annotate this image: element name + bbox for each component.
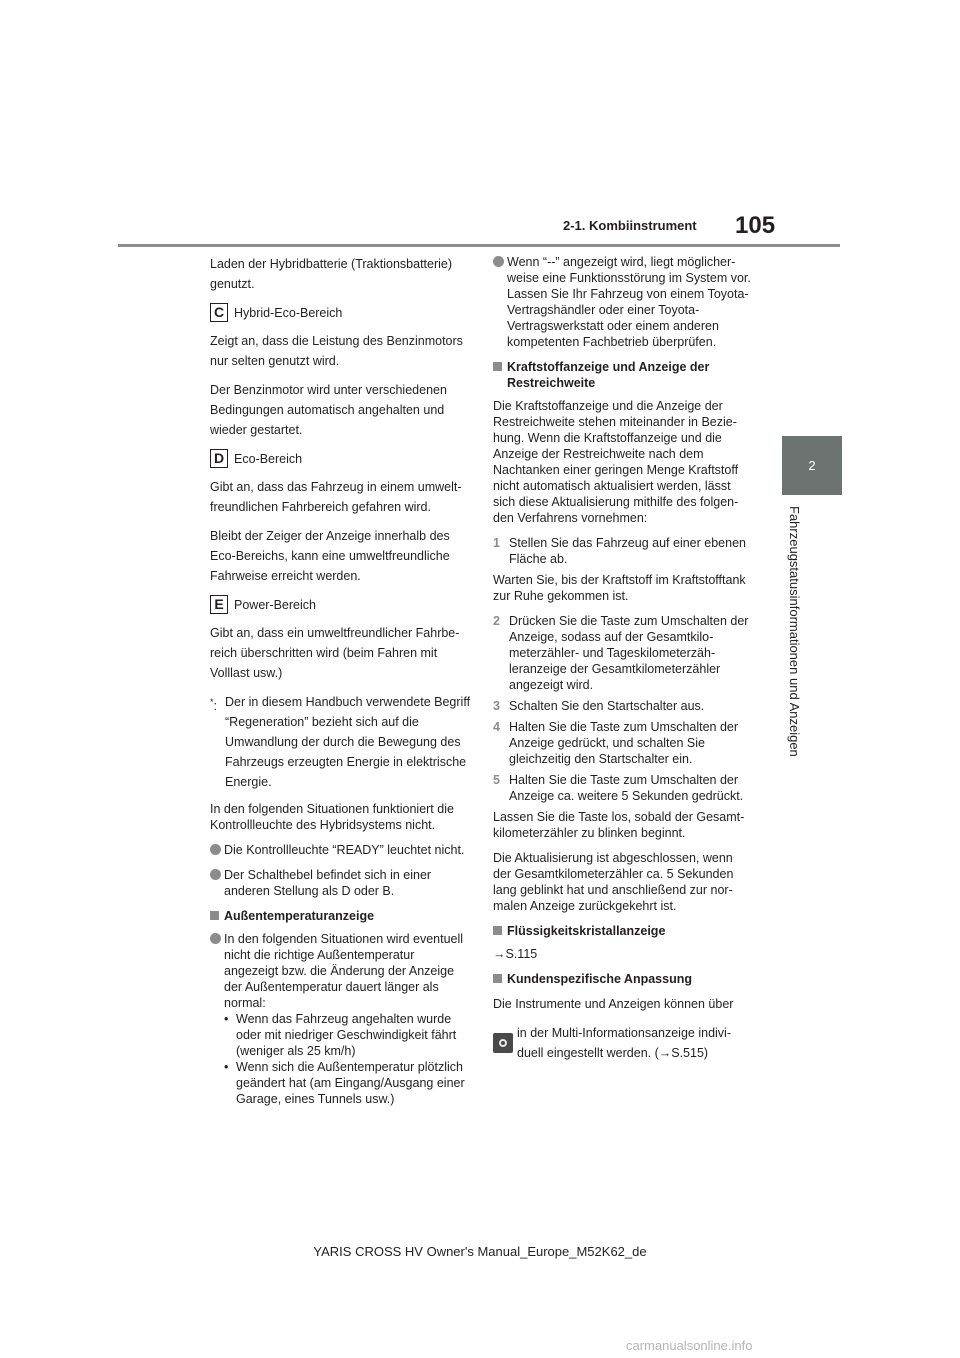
square-bullet-icon xyxy=(493,362,502,371)
chapter-tab: 2 xyxy=(782,436,842,495)
bullet-item: Die Kontrollleuchte “READY” leuchtet nicht. xyxy=(210,842,472,858)
footnote-text: Der in diesem Handbuch verwendete Begriff “Regeneration” bezieht sich auf die Umwandlung der durch die Bewegung des Fahrzeugs erzeugten Energie in elektrische Energie. xyxy=(225,695,471,789)
square-bullet-icon xyxy=(493,974,502,983)
gear-icon xyxy=(493,1033,513,1053)
page-number: 105 xyxy=(735,212,776,239)
chapter-label xyxy=(779,506,809,776)
label-text: Hybrid-Eco-Bereich xyxy=(234,305,343,320)
letter-box: E xyxy=(210,595,228,614)
paragraph: Der Benzinmotor wird unter verschiedenen Bedingungen automatisch angehalten und wieder gestartet. xyxy=(210,383,447,437)
bullet-dot-icon xyxy=(210,933,221,944)
paragraph: Zeigt an, dass die Leistung des Benzinmotors nur selten genutzt wird. xyxy=(210,334,463,368)
step-item: 5 Halten Sie die Taste zum Umschalten der Anzeige ca. weitere 5 Sekunden gedrückt. xyxy=(493,773,744,803)
step-item: 3 Schalten Sie den Startschalter aus. xyxy=(493,699,705,713)
footnote-mark: *: xyxy=(210,697,217,714)
paragraph: Gibt an, dass das Fahrzeug in einem umweltfreundlichen Fahrbereich gefahren wird. xyxy=(210,480,462,514)
paragraph: Laden der Hybridbatterie (Traktionsbatterie) genutzt. xyxy=(210,257,453,291)
subheading: Kundenspezifische Anpassung xyxy=(493,971,751,987)
step-item: 4 Halten Sie die Taste zum Umschalten der Anzeige gedrückt, und schalten Sie gleichzeitig den Startschalter ein. xyxy=(493,720,739,766)
letter-box: D xyxy=(210,449,228,468)
header-rule xyxy=(118,244,840,247)
square-bullet-icon xyxy=(493,926,502,935)
bullet-dot-icon xyxy=(210,844,221,855)
letter-box: C xyxy=(210,303,228,322)
footnote xyxy=(210,692,472,792)
paragraph: Lassen Sie die Taste los, sobald der Gesamtkilometerzähler zu blinken beginnt. xyxy=(493,810,745,840)
subheading: Flüssigkeitskristallanzeige xyxy=(493,923,751,939)
paragraph: Gibt an, dass ein umweltfreundlicher Fahrbereich überschritten wird (beim Fahren mit Volllast usw.) xyxy=(210,626,460,680)
settings-line xyxy=(493,1023,751,1063)
left-column xyxy=(210,254,472,1116)
paragraph: Bleibt der Zeiger der Anzeige innerhalb des Eco-Bereichs, kann eine umweltfreundliche Fahrweise erreicht werden. xyxy=(210,529,450,583)
watermark: carmanualsonline.info xyxy=(626,1338,753,1353)
bullet-item: Wenn “--” angezeigt wird, liegt möglicherweise eine Funktionsstörung im System vor. Lassen Sie Ihr Fahrzeug von einem Toyota-Vertragshändler oder einer Toyota-Vertragswerkstatt oder einem anderen kompetenten Fachbetrieb überprüfen. xyxy=(493,254,751,350)
page-reference-link[interactable]: →S.115 xyxy=(493,947,538,961)
paragraph: in der Multi-Informationsanzeige individuell eingestellt werden. (→S.515) xyxy=(517,1026,731,1060)
section-title: 2-1. Kombiinstrument xyxy=(563,218,697,233)
bullet-dot-icon xyxy=(210,869,221,880)
paragraph: Die Instrumente und Anzeigen können über xyxy=(493,997,734,1011)
bullet-item: Der Schalthebel befindet sich in einer anderen Stellung als D oder B. xyxy=(210,867,472,899)
step-item: 2 Drücken Sie die Taste zum Umschalten der Anzeige, sodass auf der Gesamtkilometerzähler- und Tageskilometerzähleranzeige der Gesamtkilometerzähler angezeigt wird. xyxy=(493,614,749,692)
footer-text: YARIS CROSS HV Owner's Manual_Europe_M52K62_de xyxy=(313,1244,647,1259)
right-column xyxy=(493,254,751,1072)
step-item: 1 Stellen Sie das Fahrzeug auf einer ebenen Fläche ab. xyxy=(493,536,746,566)
chapter-label-text: Fahrzeugstatusinformationen und Anzeigen xyxy=(787,506,802,757)
sub-item: • Wenn das Fahrzeug angehalten wurde oder mit niedriger Geschwindigkeit fährt (weniger als 25 km/h) xyxy=(224,1012,457,1058)
label-e xyxy=(210,595,472,614)
subheading: Kraftstoffanzeige und Anzeige der Restreichweite xyxy=(493,359,751,391)
paragraph: Die Kraftstoffanzeige und die Anzeige der Restreichweite stehen miteinander in Beziehung. Wenn die Kraftstoffanzeige und die Anzeige der Restreichweite nach dem Nachtanken einer geringen Menge Kraftstoff nicht automatisch aktualisiert werden, lässt sich diese Aktualisierung mithilfe des folgenden Verfahrens vornehmen: xyxy=(493,399,739,525)
label-c xyxy=(210,303,472,322)
bullet-dot-icon xyxy=(493,256,504,267)
paragraph: Die Aktualisierung ist abgeschlossen, wenn der Gesamtkilometerzähler ca. 5 Sekunden lang geblinkt hat und anschließend zur normalen Anzeige zurückgekehrt ist. xyxy=(493,851,734,913)
subheading: Außentemperaturanzeige xyxy=(210,908,472,924)
paragraph: Warten Sie, bis der Kraftstoff im Kraftstofftank zur Ruhe gekommen ist. xyxy=(493,573,746,603)
sub-item: • Wenn sich die Außentemperatur plötzlich geändert hat (am Eingang/Ausgang einer Garage, eines Tunnels usw.) xyxy=(224,1060,465,1106)
label-text: Power-Bereich xyxy=(234,597,316,612)
bullet-item: In den folgenden Situationen wird eventuell nicht die richtige Außentemperatur angezeigt bzw. die Änderung der Anzeige der Außentemperatur dauert länger als normal: • Wenn das Fahrzeug angehalten wurde oder mit niedriger Geschwindigkeit fährt (weniger als 25 km/h) • Wenn sich die Außentemperatur plötzlich geändert hat (am Eingang/Ausgang einer Garage, eines Tunnels usw.) xyxy=(210,931,472,1107)
label-text: Eco-Bereich xyxy=(234,451,303,466)
square-bullet-icon xyxy=(210,911,219,920)
paragraph: In den folgenden Situationen funktioniert die Kontrollleuchte des Hybridsystems nicht. xyxy=(210,802,454,832)
label-d xyxy=(210,449,472,468)
